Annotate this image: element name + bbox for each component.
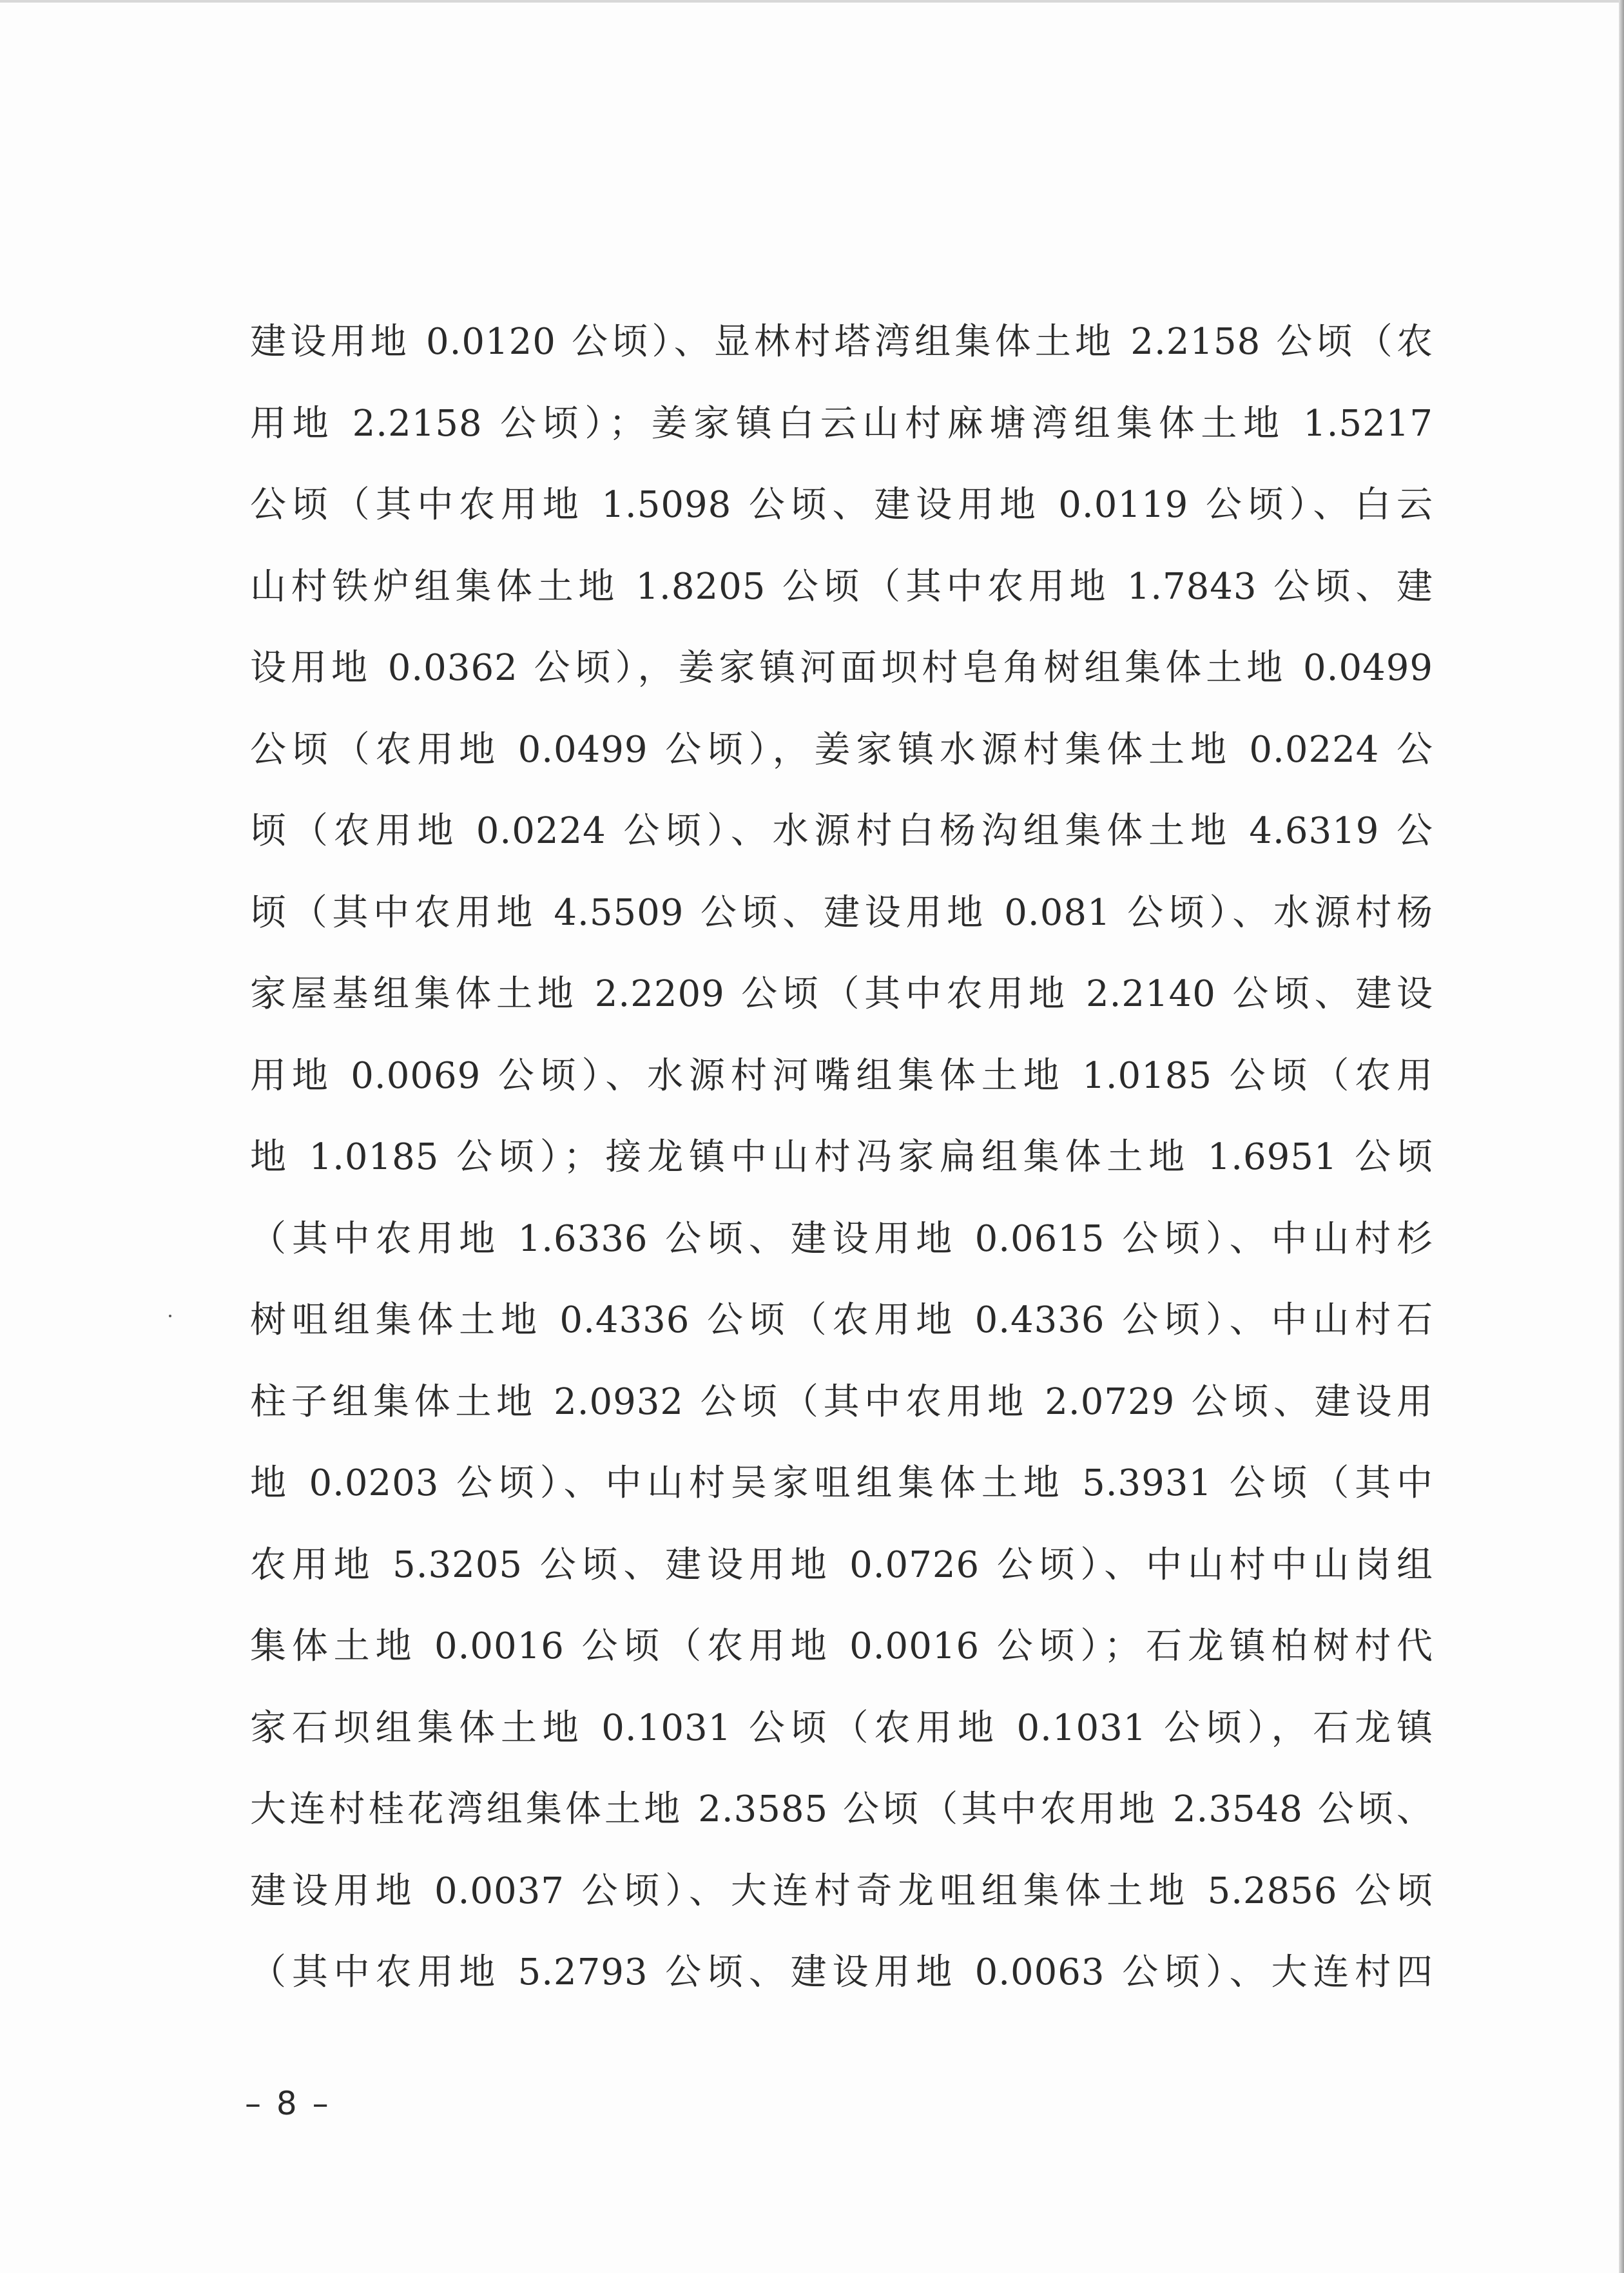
text-line: 大连村桂花湾组集体土地 2.3585 公顷（其中农用地 2.3548 公顷、 xyxy=(250,1788,1433,1830)
text-line: 农用地 5.3205 公顷、建设用地 0.0726 公顷）、中山村中山岗组 xyxy=(250,1543,1433,1586)
text-line: 地 0.0203 公顷）、中山村吴家咀组集体土地 5.3931 公顷（其中 xyxy=(250,1462,1433,1504)
text-line: 家屋基组集体土地 2.2209 公顷（其中农用地 2.2140 公顷、建设 xyxy=(250,973,1433,1015)
text-line: （其中农用地 5.2793 公顷、建设用地 0.0063 公顷）、大连村四 xyxy=(250,1951,1433,1993)
scan-right-edge xyxy=(1619,0,1624,2273)
text-line: 公顷（农用地 0.0499 公顷），姜家镇水源村集体土地 0.0224 公 xyxy=(250,728,1433,771)
text-line: 用地 0.0069 公顷）、水源村河嘴组集体土地 1.0185 公顷（农用 xyxy=(250,1054,1433,1097)
text-line: 建设用地 0.0037 公顷）、大连村奇龙咀组集体土地 5.2856 公顷 xyxy=(250,1870,1434,1912)
text-line: 公顷（其中农用地 1.5098 公顷、建设用地 0.0119 公顷）、白云 xyxy=(250,484,1433,526)
scan-speck xyxy=(169,1315,171,1317)
text-line: 家石坝组集体土地 0.1031 公顷（农用地 0.1031 公顷），石龙镇 xyxy=(250,1707,1433,1749)
text-line: 树咀组集体土地 0.4336 公顷（农用地 0.4336 公顷）、中山村石 xyxy=(250,1299,1433,1341)
page-number: – 8 – xyxy=(245,2085,331,2122)
body-text xyxy=(250,302,1433,2014)
text-line: 设用地 0.0362 公顷），姜家镇河面坝村皂角树组集体土地 0.0499 xyxy=(250,647,1433,689)
text-line: 集体土地 0.0016 公顷（农用地 0.0016 公顷）；石龙镇柏树村代 xyxy=(250,1625,1433,1667)
text-line: 用地 2.2158 公顷）；姜家镇白云山村麻塘湾组集体土地 1.5217 xyxy=(250,402,1433,445)
text-line: 地 1.0185 公顷）；接龙镇中山村冯家扁组集体土地 1.6951 公顷 xyxy=(250,1136,1433,1178)
scan-top-edge xyxy=(0,0,1624,3)
text-line: 山村铁炉组集体土地 1.8205 公顷（其中农用地 1.7843 公顷、建 xyxy=(250,565,1433,608)
text-line: 建设用地 0.0120 公顷）、显林村塔湾组集体土地 2.2158 公顷（农 xyxy=(250,321,1433,363)
text-line: （其中农用地 1.6336 公顷、建设用地 0.0615 公顷）、中山村杉 xyxy=(250,1217,1433,1260)
text-line: 柱子组集体土地 2.0932 公顷（其中农用地 2.0729 公顷、建设用 xyxy=(250,1380,1433,1423)
text-line: 顷（农用地 0.0224 公顷）、水源村白杨沟组集体土地 4.6319 公 xyxy=(250,810,1433,852)
text-line: 顷（其中农用地 4.5509 公顷、建设用地 0.081 公顷）、水源村杨 xyxy=(250,891,1433,934)
